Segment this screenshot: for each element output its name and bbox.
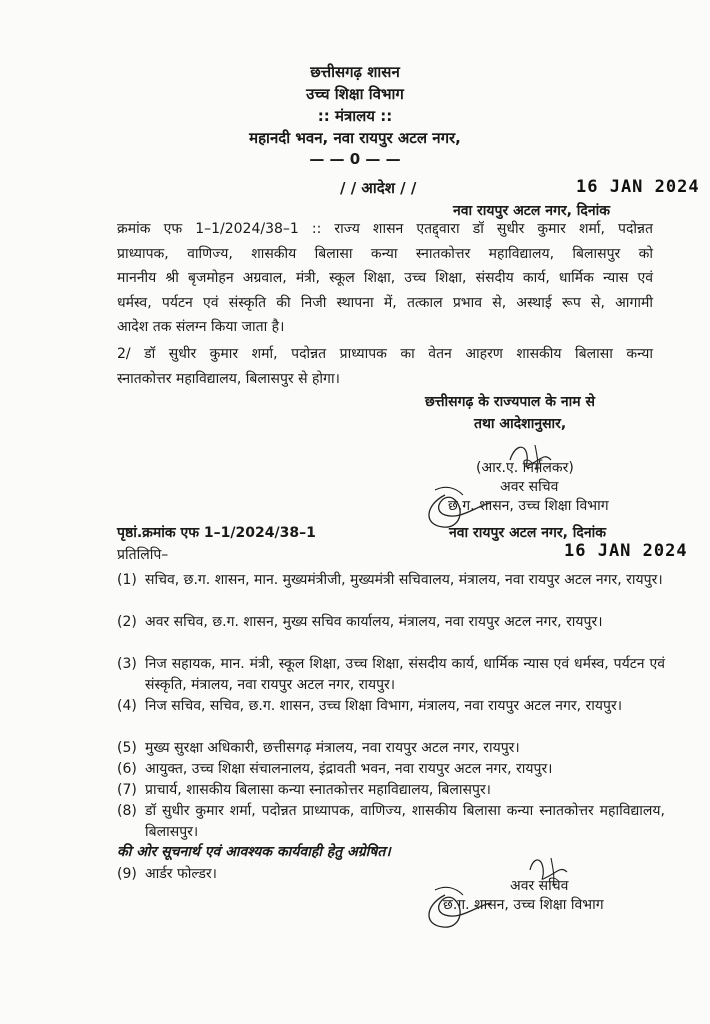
copy-item-number: (4) (117, 698, 137, 714)
header-department: उच्च शिक्षा विभाग (306, 85, 404, 103)
copy-item-text: सचिव, छ.ग. शासन, मान. मुख्यमंत्रीजी, मुख्यमंत्री सचिवालय, मंत्रालय, नवा रायपुर अटल नगर, रायपुर। (145, 572, 663, 588)
header-government: छत्तीसगढ़ शासन (310, 63, 400, 81)
para1-line: आदेश तक संलग्न किया जाता है। (117, 319, 285, 335)
copy-item-text: निज सचिव, सचिव, छ.ग. शासन, उच्च शिक्षा विभाग, मंत्रालय, नवा रायपुर अटल नगर, रायपुर। (145, 698, 622, 714)
copy-item-text: डॉ सुधीर कुमार शर्मा, पदोन्नत प्राध्यापक, वाणिज्य, शासकीय बिलासा कन्या स्नातकोत्तर महाविद्यालय, बिलासपुर। (145, 803, 665, 840)
endorsement-number: पृष्ठां.क्रमांक एफ 1–1/2024/38–1 (117, 525, 316, 541)
para2-line: स्नातकोत्तर महाविद्यालय, बिलासपुर से होगा। (117, 370, 340, 387)
para2-line: 2/ डॉ सुधीर कुमार शर्मा, पदोन्नत प्राध्यापक का वेतन आहरण शासकीय बिलासा कन्या (117, 346, 653, 362)
header-ministry: :: मंत्रालय :: (317, 107, 393, 125)
copy-item-number: (7) (117, 782, 137, 798)
forward-note: की ओर सूचनार्थ एवं आवश्यक कार्यवाही हेतु अग्रेषित। (117, 844, 391, 860)
copy-item-text: निज सहायक, मान. मंत्री, स्कूल शिक्षा, उच्च शिक्षा, संसदीय कार्य, धार्मिक न्यास एवं धर्मस्व, पर्यटन एवं संस्कृति, मंत्रालय, नवा रायपुर अटल नगर, रायपुर। (145, 656, 665, 693)
signature1-department: छ.ग. शासन, उच्च शिक्षा विभाग (448, 498, 609, 514)
order-place-date: नवा रायपुर अटल नगर, दिनांक (453, 203, 610, 219)
header-separator: — — 0 — — (309, 150, 401, 168)
copy-item-text: आयुक्त, उच्च शिक्षा संचालनालय, इंद्रावती भवन, नवा रायपुर अटल नगर, रायपुर। (145, 761, 553, 777)
signature1-order-line: तथा आदेशानुसार, (474, 416, 567, 432)
copy-item-number: (9) (117, 866, 137, 882)
copy-item-number: (1) (117, 572, 137, 588)
header-address: महानदी भवन, नवा रायपुर अटल नगर, (249, 129, 461, 147)
copy-item-text: आर्डर फोल्डर। (145, 866, 217, 882)
signature1-handwritten-signature (415, 415, 595, 535)
endorsement-date-stamp: 16 JAN 2024 (564, 541, 688, 561)
copy-item-number: (5) (117, 740, 137, 756)
copy-item-number: (2) (117, 614, 137, 630)
copy-item-number: (6) (117, 761, 137, 777)
order-title: / / आदेश / / (340, 179, 417, 197)
para1-line: प्राध्यापक, वाणिज्य, शासकीय बिलासा कन्या स्नातकोत्तर महाविद्यालय, बिलासपुर को (117, 245, 653, 262)
endorsement-place-date: नवा रायपुर अटल नगर, दिनांक (449, 525, 606, 541)
para1-line: क्रमांक एफ 1–1/2024/38–1 :: राज्य शासन एतद्द्वारा डॉ सुधीर कुमार शर्मा, पदोन्नत (117, 221, 653, 237)
order-date-stamp: 16 JAN 2024 (576, 177, 700, 197)
copy-item-number: (3) (117, 656, 137, 672)
order-paragraph-1 (117, 217, 653, 340)
copy-label: प्रतिलिपि– (117, 547, 169, 563)
signature1-governor-line: छत्तीसगढ़ के राज्यपाल के नाम से (425, 394, 595, 410)
signature1-designation: अवर सचिव (500, 479, 559, 495)
copy-item-text: अवर सचिव, छ.ग. शासन, मुख्य सचिव कार्यालय, मंत्रालय, नवा रायपुर अटल नगर, रायपुर। (145, 614, 603, 630)
para1-line: धर्मस्व, पर्यटन एवं संस्कृति की निजी स्थापना में, तत्काल प्रभाव से, अस्थाई रूप से, आगामी (117, 294, 653, 311)
signature2-department: छ.ग. शासन, उच्च शिक्षा विभाग (443, 897, 604, 913)
copy-item-text: प्राचार्य, शासकीय बिलासा कन्या स्नातकोत्तर महाविद्यालय, बिलासपुर। (145, 782, 491, 798)
signature2-handwritten-signature (415, 840, 595, 940)
copy-item-number: (8) (117, 803, 137, 819)
signature1-name: (आर.ए. निर्मलकर) (476, 460, 574, 476)
signature2-designation: अवर सचिव (510, 878, 569, 894)
para1-line: माननीय श्री बृजमोहन अग्रवाल, मंत्री, स्कूल शिक्षा, उच्च शिक्षा, संसदीय कार्य, धार्मिक न्यास एवं (117, 270, 653, 286)
copy-item-text: मुख्य सुरक्षा अधिकारी, छत्तीसगढ़ मंत्रालय, नवा रायपुर अटल नगर, रायपुर। (145, 740, 520, 756)
order-paragraph-2 (117, 342, 653, 391)
